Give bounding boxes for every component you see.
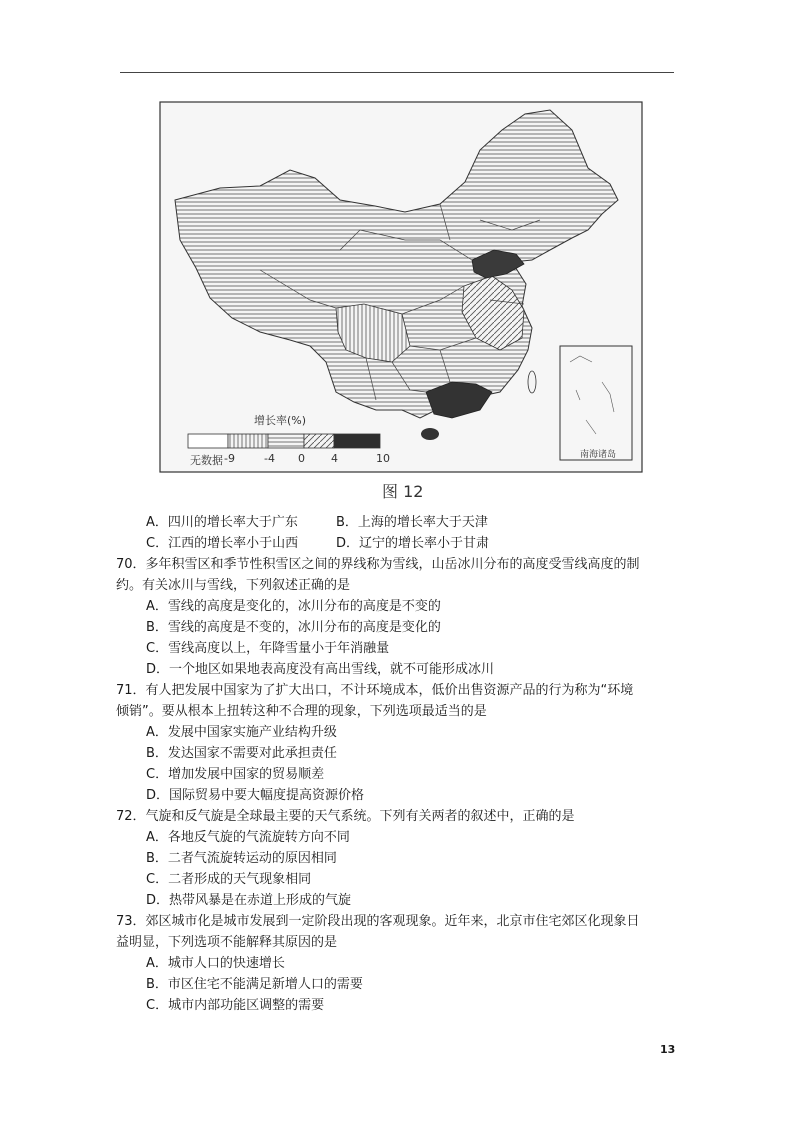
- legend-tick-minus4: -4: [264, 452, 275, 465]
- q73-stem-line2: 益明显，下列选项不能解释其原因的是: [116, 935, 338, 950]
- q71-option-c: C．增加发展中国家的贸易顺差: [146, 767, 325, 782]
- q71-option-a: A．发展中国家实施产业结构升级: [146, 725, 337, 740]
- q70-option-a: A．雪线的高度是变化的，冰川分布的高度是不变的: [146, 599, 441, 614]
- q69-option-c: C．江西的增长率小于山西: [146, 536, 299, 551]
- q72-option-d: D．热带风暴是在赤道上形成的气旋: [146, 893, 352, 908]
- page-number: 13: [660, 1043, 676, 1056]
- china-map: [140, 100, 650, 505]
- inset-label: 南海诸岛: [580, 450, 617, 460]
- q71-stem-line2: 倾销”。要从根本上扭转这种不合理的现象，下列选项最适当的是: [116, 704, 487, 719]
- q69-option-a: A．四川的增长率大于广东: [146, 515, 298, 530]
- legend-title: 增长率(%): [254, 414, 307, 427]
- header-rule: [120, 72, 674, 73]
- q69-option-b: B．上海的增长率大于天津: [336, 515, 488, 530]
- question-71: [116, 680, 676, 806]
- q71-stem-line1: 71．有人把发展中国家为了扩大出口，不计环境成本，低价出售资源产品的行为称为“环境: [116, 683, 634, 698]
- figure-caption: 图 12: [382, 482, 424, 501]
- q73-option-b: B．市区住宅不能满足新增人口的需要: [146, 977, 363, 992]
- q70-option-d: D．一个地区如果地表高度没有高出雪线，就不可能形成冰川: [146, 662, 495, 677]
- legend-tick-10: 10: [376, 452, 390, 465]
- q72-option-c: C．二者形成的天气现象相同: [146, 872, 312, 887]
- question-72: [116, 806, 676, 911]
- q73-option-c: C．城市内部功能区调整的需要: [146, 998, 325, 1013]
- q73-stem-line1: 73．郊区城市化是城市发展到一定阶段出现的客观现象。近年来，北京市住宅郊区化现象日: [116, 914, 640, 929]
- legend-tick-4: 4: [331, 452, 338, 465]
- q71-option-d: D．国际贸易中要大幅度提高资源价格: [146, 788, 365, 803]
- region-taiwan: [528, 371, 536, 393]
- q70-stem-line1: 70．多年积雪区和季节性积雪区之间的界线称为雪线，山岳冰川分布的高度受雪线高度的制: [116, 557, 640, 572]
- q70-stem-line2: 约。有关冰川与雪线，下列叙述正确的是: [116, 578, 351, 593]
- q69-options: [116, 512, 706, 554]
- china-growth-map-figure: [140, 100, 650, 505]
- q71-option-b: B．发达国家不需要对此承担责任: [146, 746, 337, 761]
- q72-option-b: B．二者气流旋转运动的原因相同: [146, 851, 337, 866]
- legend-tick-minus9: -9: [224, 452, 235, 465]
- region-hainan: [421, 428, 439, 440]
- question-73: [116, 911, 676, 1016]
- legend-swatches: [188, 434, 380, 448]
- q70-option-c: C．雪线高度以上，年降雪量小于年消融量: [146, 641, 390, 656]
- question-70: [116, 554, 676, 680]
- legend-tick-nodata: 无数据: [190, 454, 223, 467]
- q72-stem-line1: 72．气旋和反气旋是全球最主要的天气系统。下列有关两者的叙述中，正确的是: [116, 809, 575, 824]
- q69-option-d: D．辽宁的增长率小于甘肃: [336, 536, 490, 551]
- south-china-sea-inset: [560, 346, 632, 460]
- q70-option-b: B．雪线的高度是不变的，冰川分布的高度是变化的: [146, 620, 441, 635]
- legend-tick-0: 0: [298, 452, 305, 465]
- q72-option-a: A．各地反气旋的气流旋转方向不同: [146, 830, 350, 845]
- q73-option-a: A．城市人口的快速增长: [146, 956, 285, 971]
